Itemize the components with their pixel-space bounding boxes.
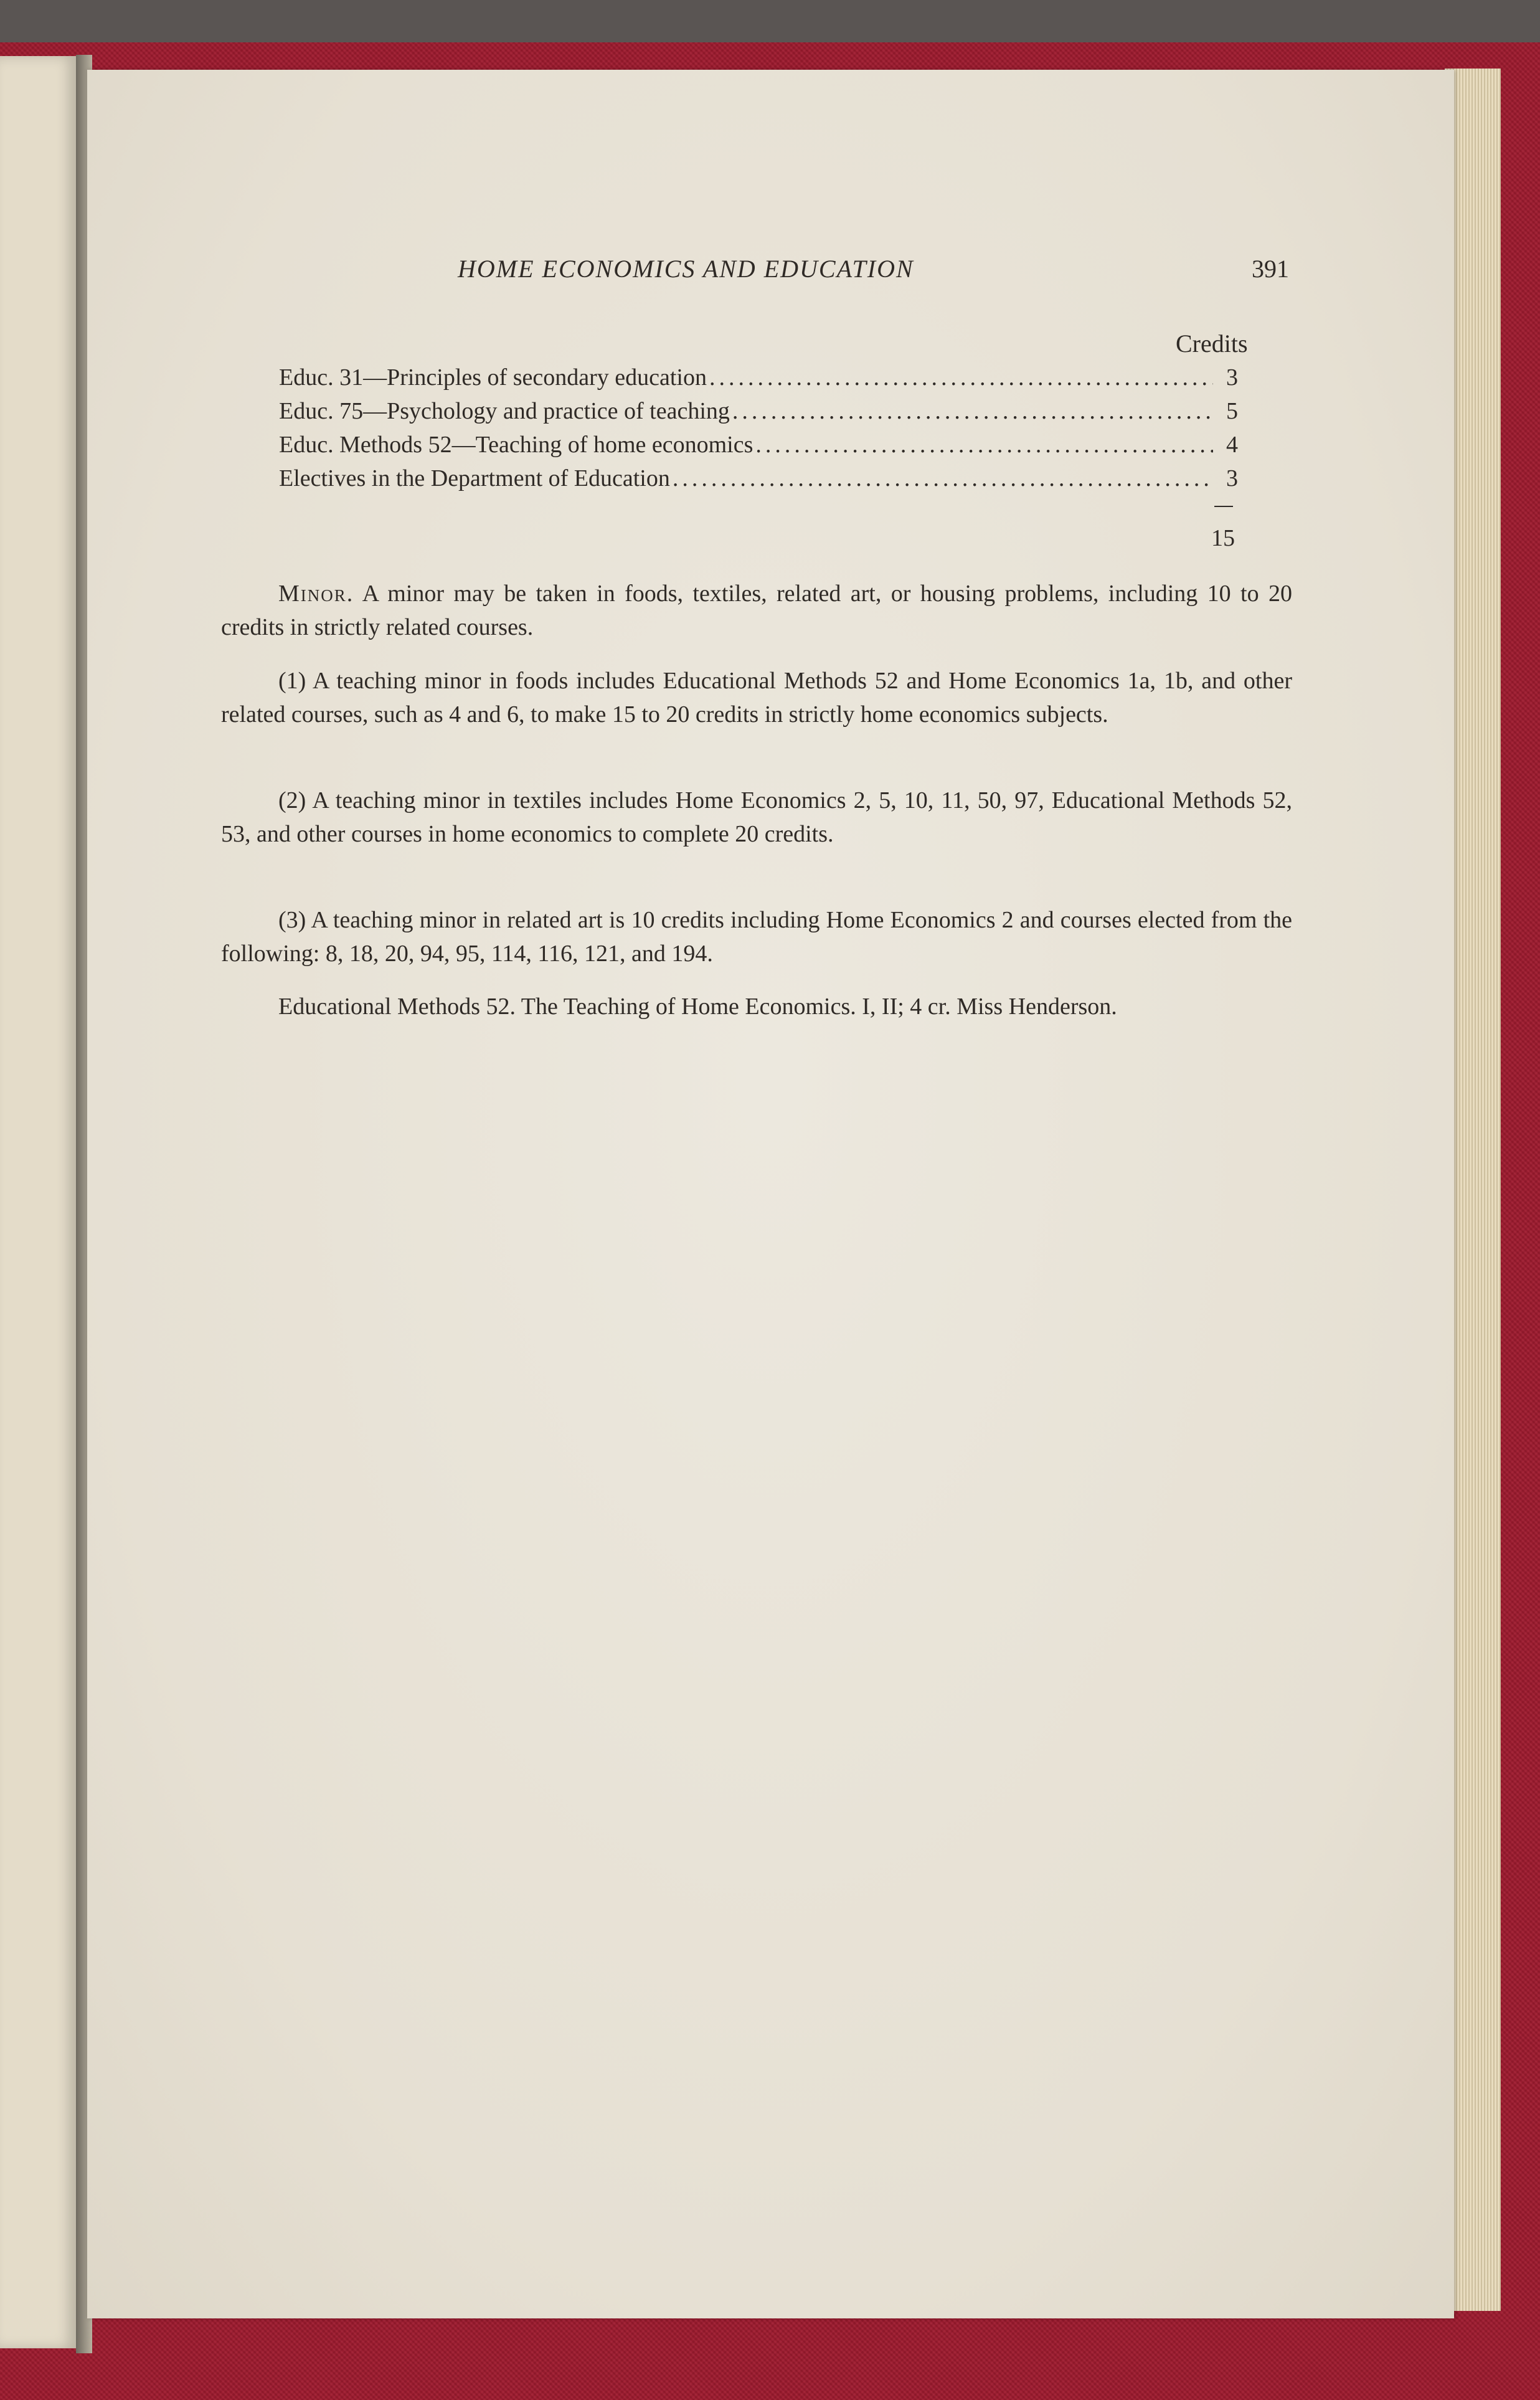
- minor-label: Minor.: [278, 581, 354, 607]
- credits-table: [279, 364, 1238, 498]
- course-name: Electives in the Department of Education: [279, 465, 670, 491]
- total-rule: [1214, 506, 1233, 507]
- paragraph-foods-minor: (1) A teaching minor in foods includes Educational Methods 52 and Home Economics 1a, 1b, and other related courses, such as 4 and 6, to make 15 to 20 credits in strictly home economics subjects.: [221, 668, 1292, 728]
- course-name: Educ. Methods 52—Teaching of home economics: [279, 432, 753, 458]
- dot-leader: [707, 364, 1213, 391]
- dot-leader: [753, 431, 1213, 458]
- paragraph-textiles-minor: (2) A teaching minor in textiles includes Home Economics 2, 5, 10, 11, 50, 97, Educational Methods 52, 53, and other courses in home economics to complete 20 credits.: [221, 787, 1292, 847]
- dot-leader: [670, 465, 1213, 492]
- course-credits: 3: [1226, 465, 1238, 491]
- page-number: 391: [1252, 255, 1289, 283]
- course-name: Educ. 31—Principles of secondary education: [279, 364, 707, 391]
- credits-row: [279, 465, 1238, 498]
- course-credits: 5: [1226, 398, 1238, 424]
- total-credits: 15: [1211, 525, 1235, 551]
- course-credits: 3: [1226, 364, 1238, 391]
- credits-row: [279, 364, 1238, 397]
- credits-row: [279, 431, 1238, 465]
- dot-leader: [730, 397, 1213, 425]
- course-credits: 4: [1226, 432, 1238, 458]
- paragraph-educational-methods: Educational Methods 52. The Teaching of Home Economics. I, II; 4 cr. Miss Henderson.: [278, 994, 1117, 1020]
- paragraph-related-art-minor: (3) A teaching minor in related art is 10 credits including Home Economics 2 and courses elected from the following: 8, 18, 20, 94, 95, 114, 116, 121, and 194.: [221, 907, 1292, 967]
- credits-column-header: Credits: [1176, 330, 1248, 358]
- minor-text: A minor may be taken in foods, textiles, related art, or housing problems, including 10 to 20 credits in strictly related courses.: [221, 581, 1292, 640]
- running-head: HOME ECONOMICS AND EDUCATION: [458, 255, 914, 283]
- minor-paragraph: [221, 577, 1292, 644]
- facing-page-edge: [0, 56, 76, 2348]
- course-name: Educ. 75—Psychology and practice of teaching: [279, 398, 730, 424]
- credits-row: [279, 397, 1238, 431]
